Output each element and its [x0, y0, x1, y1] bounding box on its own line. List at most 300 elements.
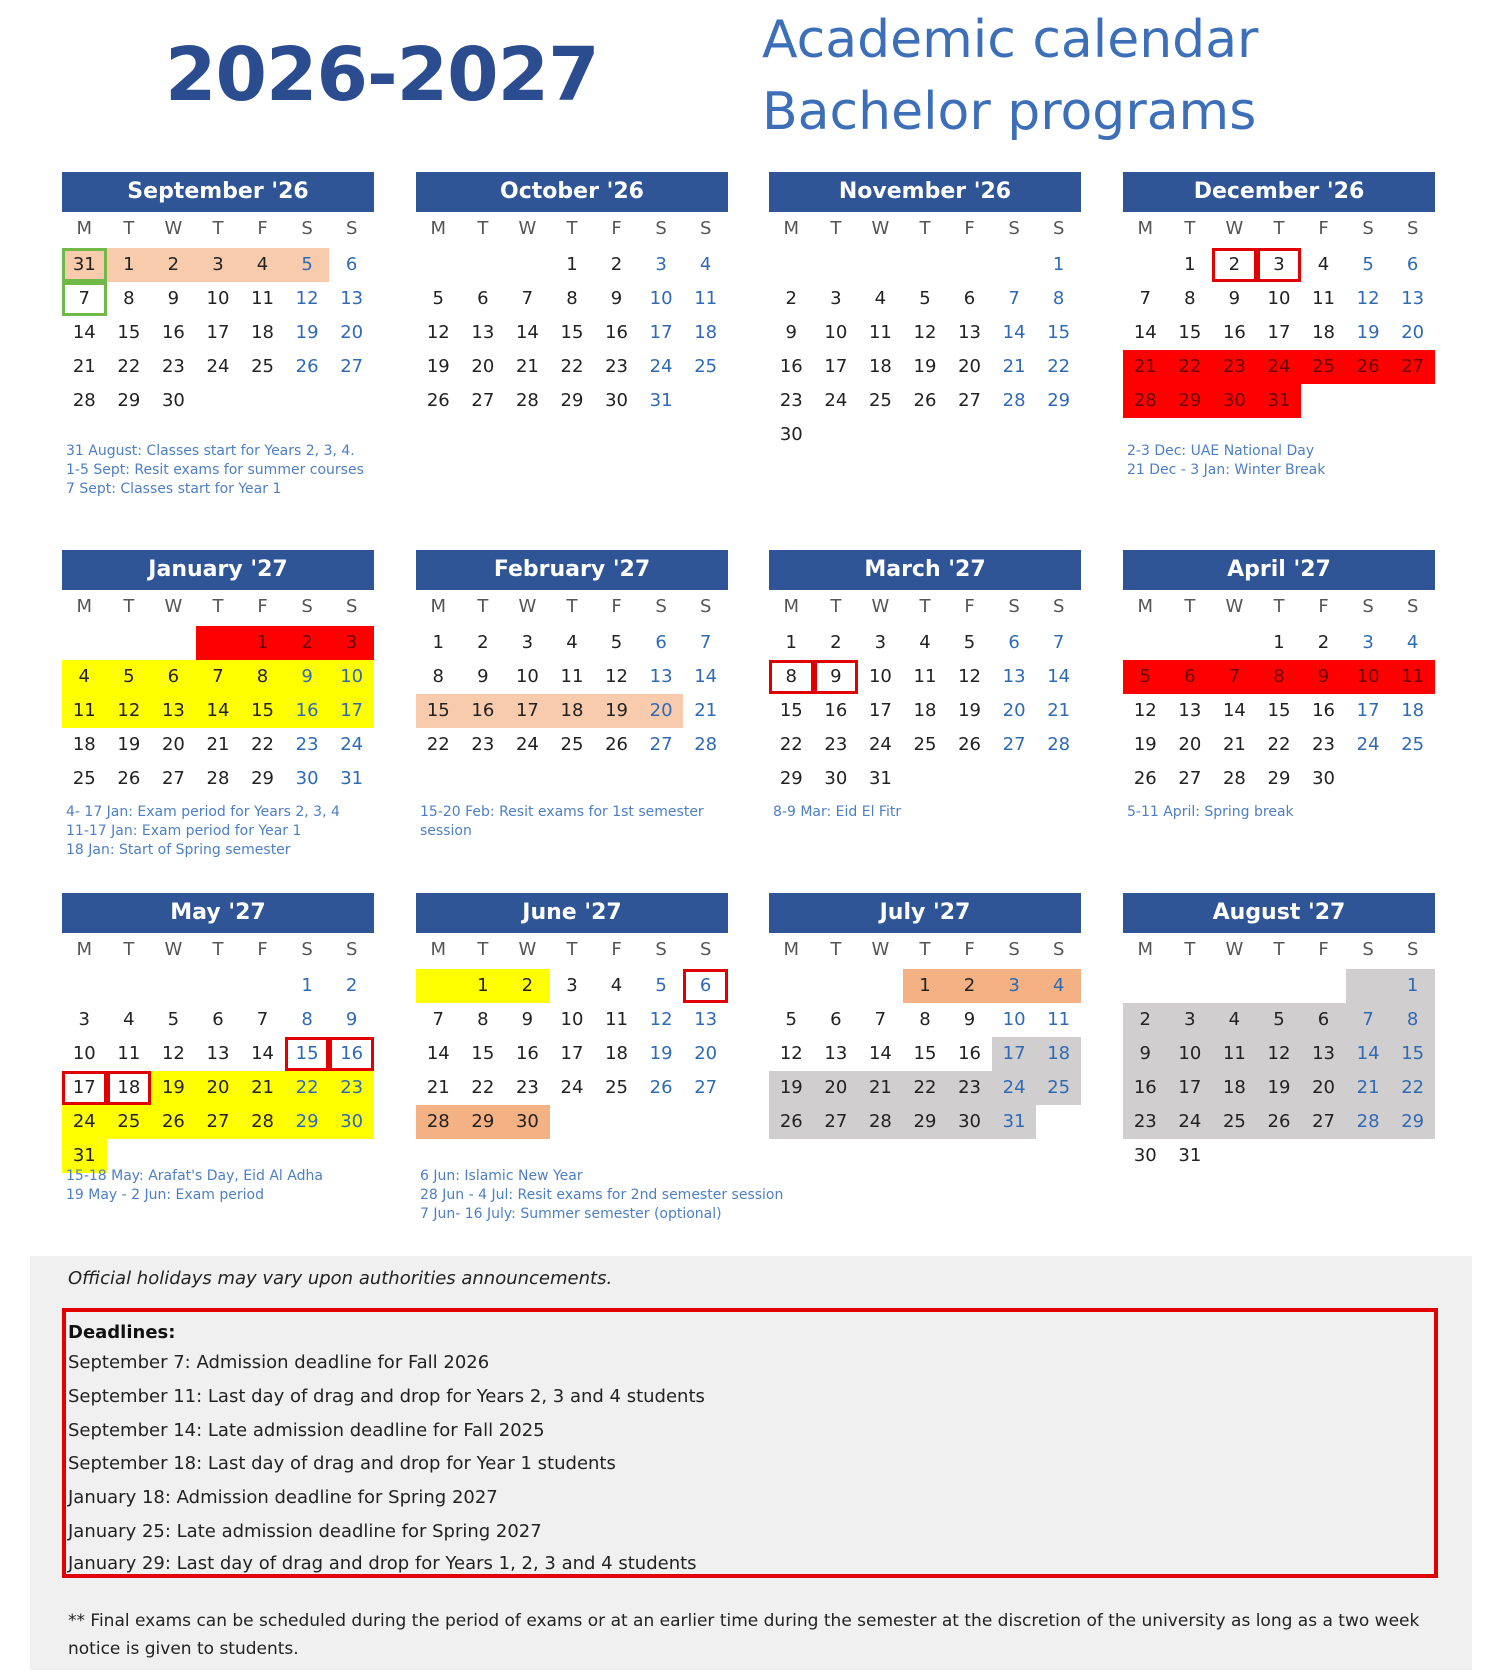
- day-cell: 26: [605, 734, 628, 755]
- day-cell: 30: [605, 390, 628, 411]
- day-cell: 20: [1401, 322, 1425, 343]
- weekday-label: T: [123, 218, 135, 239]
- day-cell: 27: [196, 1105, 241, 1139]
- weekday-label: S: [699, 218, 712, 239]
- day-cell: 24: [340, 734, 364, 755]
- month-notes: [66, 803, 340, 860]
- month-calendar: [1123, 172, 1435, 418]
- day-cell: 29: [1168, 384, 1213, 418]
- day-cell: 6: [212, 1009, 224, 1030]
- weekday-label: M: [1137, 218, 1154, 239]
- day-cell: 18: [550, 694, 595, 728]
- day-cell: 10: [1002, 1009, 1026, 1030]
- weekday-label: W: [164, 939, 183, 960]
- day-cell: 3: [566, 975, 578, 996]
- day-cell: 4: [610, 975, 623, 996]
- day-cell: 28: [1047, 734, 1071, 755]
- day-cell: 21: [1346, 1071, 1391, 1105]
- day-cell: 7: [699, 632, 712, 653]
- day-cell: 2: [285, 626, 330, 660]
- day-cell: 18: [72, 734, 96, 755]
- day-cell: 26: [958, 734, 981, 755]
- weekday-label: W: [871, 596, 890, 617]
- weekday-label: F: [611, 939, 622, 960]
- month-calendar: [416, 172, 728, 418]
- month-notes: [1127, 803, 1294, 822]
- day-cell: 25: [1301, 350, 1346, 384]
- day-cell: [107, 969, 152, 1003]
- day-cell: 27: [161, 768, 185, 789]
- day-cell: 24: [1257, 350, 1302, 384]
- day-cell: [947, 248, 992, 282]
- day-cell: 6: [830, 1009, 842, 1030]
- day-cell: 2: [345, 975, 358, 996]
- day-cell: 7: [256, 1009, 269, 1030]
- day-cell: 11: [251, 288, 274, 309]
- day-cell: 9: [1123, 1037, 1168, 1071]
- day-cell: 26: [295, 356, 319, 377]
- day-cell: 20: [196, 1071, 241, 1105]
- day-cell: 30: [947, 1105, 992, 1139]
- month-calendar: [1123, 550, 1435, 796]
- day-cell: [107, 626, 152, 660]
- day-cell: 17: [329, 694, 374, 728]
- day-cell: 30: [1312, 768, 1335, 789]
- day-cell: 13: [694, 1009, 718, 1030]
- day-cell: [769, 248, 814, 282]
- note-line: 19 May - 2 Jun: Exam period: [66, 1187, 264, 1203]
- day-cell: 16: [1312, 700, 1335, 721]
- weekday-label: S: [1406, 596, 1419, 617]
- day-cell: 2: [151, 248, 196, 282]
- note-line: 15-18 May: Arafat's Day, Eid Al Adha: [66, 1168, 323, 1184]
- day-cell: 7: [1052, 632, 1065, 653]
- day-cell: 1: [461, 969, 506, 1003]
- weekday-label: M: [430, 218, 447, 239]
- day-cell: 28: [72, 390, 96, 411]
- day-cell: 1: [1052, 254, 1065, 275]
- day-cell: 11: [1212, 1037, 1257, 1071]
- day-cell: 25: [868, 390, 892, 411]
- day-cell: 9: [477, 666, 489, 687]
- weekday-label: W: [871, 218, 890, 239]
- day-cell: 30: [161, 390, 185, 411]
- day-cell: 23: [515, 1077, 539, 1098]
- day-cell: 31: [62, 1139, 107, 1173]
- day-cell: 1: [107, 248, 152, 282]
- day-cell: [769, 969, 814, 1003]
- note-line: 11-17 Jan: Exam period for Year 1: [66, 823, 302, 839]
- day-cell: 7: [196, 660, 241, 694]
- day-cell: 6: [1301, 1003, 1346, 1037]
- weekday-label: S: [301, 939, 313, 960]
- note-line: 6 Jun: Islamic New Year: [420, 1168, 583, 1184]
- calendar-title: Academic calendar: [762, 10, 1259, 70]
- day-cell: 14: [694, 666, 718, 687]
- day-cell: 17: [505, 694, 550, 728]
- day-cell: 27: [814, 1105, 859, 1139]
- month-grid: [769, 214, 1081, 452]
- day-cell: 15: [117, 322, 141, 343]
- day-cell: 18: [1312, 322, 1335, 343]
- weekday-label: T: [566, 218, 578, 239]
- day-cell: 10: [649, 288, 673, 309]
- day-cell: 14: [1002, 322, 1026, 343]
- day-cell: 1: [903, 969, 948, 1003]
- day-cell: 27: [694, 1077, 718, 1098]
- weekday-label: T: [123, 596, 135, 617]
- weekday-label: T: [1184, 218, 1196, 239]
- deadline-item: September 11: Last day of drag and drop for Years 2, 3 and 4 students: [68, 1386, 705, 1407]
- day-cell: [1168, 969, 1213, 1003]
- day-cell: 29: [1390, 1105, 1435, 1139]
- deadline-item: January 29: Last day of drag and drop for Years 1, 2, 3 and 4 students: [68, 1553, 697, 1574]
- day-cell: 31: [649, 390, 673, 411]
- day-cell: 8: [769, 660, 814, 694]
- day-cell: 24: [649, 356, 673, 377]
- day-cell: 16: [329, 1037, 374, 1071]
- day-cell: 26: [913, 390, 937, 411]
- day-cell: 19: [1356, 322, 1380, 343]
- day-cell: 6: [151, 660, 196, 694]
- day-cell: 25: [107, 1105, 152, 1139]
- day-cell: 20: [340, 322, 364, 343]
- day-cell: [992, 248, 1037, 282]
- day-cell: 27: [1178, 768, 1202, 789]
- month-grid: [769, 592, 1081, 796]
- weekday-label: S: [655, 939, 667, 960]
- weekday-label: F: [257, 218, 268, 239]
- weekday-label: F: [964, 939, 975, 960]
- month-notes: [773, 803, 901, 822]
- day-cell: 5: [785, 1009, 797, 1030]
- day-cell: 13: [824, 1043, 848, 1064]
- day-cell: 19: [958, 700, 981, 721]
- day-cell: [1346, 969, 1391, 1003]
- day-cell: 16: [285, 694, 330, 728]
- weekday-label: W: [1225, 596, 1244, 617]
- day-cell: 18: [913, 700, 937, 721]
- weekday-label: F: [964, 218, 975, 239]
- day-cell: [1301, 969, 1346, 1003]
- day-cell: 17: [560, 1043, 584, 1064]
- day-cell: 4: [699, 254, 712, 275]
- day-cell: 8: [1257, 660, 1302, 694]
- weekday-label: T: [123, 939, 135, 960]
- weekday-label: M: [783, 939, 800, 960]
- day-cell: 27: [1390, 350, 1435, 384]
- day-cell: 28: [858, 1105, 903, 1139]
- day-cell: 1: [240, 626, 285, 660]
- day-cell: 20: [1301, 1071, 1346, 1105]
- day-cell: 17: [868, 700, 892, 721]
- weekday-label: T: [830, 939, 842, 960]
- day-cell: 19: [913, 356, 937, 377]
- deadlines-title: Deadlines:: [68, 1322, 176, 1343]
- note-line: 15-20 Feb: Resit exams for 1st semester: [420, 804, 704, 820]
- day-cell: 14: [72, 322, 96, 343]
- day-cell: 10: [1168, 1037, 1213, 1071]
- weekday-label: F: [611, 218, 622, 239]
- day-cell: 7: [62, 282, 107, 316]
- day-cell: 22: [560, 356, 584, 377]
- day-cell: 28: [1346, 1105, 1391, 1139]
- day-cell: 6: [655, 632, 667, 653]
- weekday-label: M: [76, 939, 93, 960]
- day-cell: 25: [1212, 1105, 1257, 1139]
- day-cell: 11: [117, 1043, 141, 1064]
- note-line: 7 Sept: Classes start for Year 1: [66, 481, 282, 497]
- day-cell: 5: [1123, 660, 1168, 694]
- weekday-label: F: [1318, 218, 1329, 239]
- day-cell: 30: [824, 768, 848, 789]
- day-cell: 15: [416, 694, 461, 728]
- note-line: 2-3 Dec: UAE National Day: [1127, 443, 1315, 459]
- day-cell: 5: [919, 288, 931, 309]
- day-cell: 18: [1401, 700, 1425, 721]
- day-cell: 15: [1047, 322, 1071, 343]
- day-cell: 28: [206, 768, 230, 789]
- day-cell: [505, 248, 550, 282]
- day-cell: 3: [874, 632, 887, 653]
- weekday-label: F: [257, 939, 268, 960]
- day-cell: 29: [285, 1105, 330, 1139]
- day-cell: 12: [605, 666, 628, 687]
- day-cell: 14: [426, 1043, 450, 1064]
- day-cell: 7: [874, 1009, 887, 1030]
- weekday-label: S: [345, 596, 358, 617]
- day-cell: 9: [1228, 288, 1241, 309]
- day-cell: 12: [958, 666, 981, 687]
- day-cell: 3: [521, 632, 534, 653]
- day-cell: 5: [107, 660, 152, 694]
- month-calendar: [769, 893, 1081, 1139]
- day-cell: 28: [416, 1105, 461, 1139]
- day-cell: 29: [251, 768, 274, 789]
- day-cell: 13: [649, 666, 673, 687]
- day-cell: 15: [1267, 700, 1291, 721]
- day-cell: 11: [62, 694, 107, 728]
- day-cell: 10: [72, 1043, 96, 1064]
- day-cell: 7: [1008, 288, 1020, 309]
- month-header: April '27: [1123, 550, 1435, 590]
- weekday-label: S: [1008, 939, 1020, 960]
- day-cell: 13: [340, 288, 364, 309]
- weekday-label: T: [919, 218, 931, 239]
- day-cell: 23: [947, 1071, 992, 1105]
- day-cell: 9: [521, 1009, 534, 1030]
- day-cell: 10: [824, 322, 848, 343]
- weekday-label: M: [783, 218, 800, 239]
- day-cell: 23: [1312, 734, 1335, 755]
- weekday-label: S: [1362, 939, 1374, 960]
- day-cell: 26: [649, 1077, 673, 1098]
- day-cell: [62, 626, 107, 660]
- day-cell: 27: [1301, 1105, 1346, 1139]
- day-cell: 1: [1390, 969, 1435, 1003]
- day-cell: 21: [858, 1071, 903, 1105]
- day-cell: 5: [285, 248, 330, 282]
- day-cell: 5: [1257, 1003, 1302, 1037]
- day-cell: 19: [117, 734, 141, 755]
- day-cell: 10: [1267, 288, 1291, 309]
- day-cell: 16: [779, 356, 803, 377]
- day-cell: 3: [196, 248, 241, 282]
- day-cell: 15: [471, 1043, 495, 1064]
- day-cell: 29: [560, 390, 584, 411]
- day-cell: 31: [340, 768, 364, 789]
- weekday-label: W: [518, 939, 537, 960]
- day-cell: 8: [919, 1009, 931, 1030]
- weekday-label: S: [301, 218, 313, 239]
- month-grid: [62, 214, 374, 418]
- day-cell: 29: [461, 1105, 506, 1139]
- day-cell: 17: [649, 322, 673, 343]
- day-cell: 22: [1168, 350, 1213, 384]
- month-header: May '27: [62, 893, 374, 933]
- day-cell: 15: [779, 700, 803, 721]
- weekday-label: S: [1008, 596, 1020, 617]
- note-line: 18 Jan: Start of Spring semester: [66, 842, 291, 858]
- day-cell: 21: [206, 734, 230, 755]
- day-cell: 4: [1406, 632, 1419, 653]
- month-grid: [416, 214, 728, 418]
- weekday-label: T: [212, 218, 224, 239]
- day-cell: 15: [1390, 1037, 1435, 1071]
- day-cell: 20: [471, 356, 495, 377]
- day-cell: 26: [1346, 350, 1391, 384]
- day-cell: 30: [505, 1105, 550, 1139]
- weekday-label: S: [655, 218, 667, 239]
- day-cell: 17: [1356, 700, 1380, 721]
- day-cell: 25: [694, 356, 718, 377]
- weekday-label: T: [1184, 939, 1196, 960]
- day-cell: 4: [566, 632, 578, 653]
- month-notes: [420, 1167, 783, 1224]
- day-cell: 21: [72, 356, 96, 377]
- day-cell: 2: [1123, 1003, 1168, 1037]
- day-cell: 10: [515, 666, 539, 687]
- day-cell: 1: [566, 254, 578, 275]
- day-cell: 20: [639, 694, 684, 728]
- month-header: September '26: [62, 172, 374, 212]
- day-cell: 21: [1123, 350, 1168, 384]
- day-cell: 22: [779, 734, 803, 755]
- note-line: session: [420, 823, 472, 839]
- month-calendar: [62, 893, 374, 1173]
- day-cell: [814, 248, 859, 282]
- month-grid: [62, 592, 374, 796]
- month-header: October '26: [416, 172, 728, 212]
- day-cell: 26: [426, 390, 450, 411]
- day-cell: [62, 969, 107, 1003]
- weekday-label: F: [964, 596, 975, 617]
- day-cell: 8: [566, 288, 578, 309]
- day-cell: 27: [471, 390, 495, 411]
- day-cell: 24: [515, 734, 539, 755]
- day-cell: [1168, 626, 1213, 660]
- day-cell: 10: [206, 288, 230, 309]
- weekday-label: W: [164, 596, 183, 617]
- day-cell: 29: [903, 1105, 948, 1139]
- weekday-label: S: [655, 596, 667, 617]
- day-cell: 24: [560, 1077, 584, 1098]
- day-cell: 15: [913, 1043, 937, 1064]
- month-notes: [66, 1167, 323, 1205]
- day-cell: 23: [605, 356, 628, 377]
- day-cell: 4: [874, 288, 887, 309]
- day-cell: 29: [117, 390, 141, 411]
- day-cell: 18: [868, 356, 892, 377]
- month-grid: [1123, 592, 1435, 796]
- day-cell: 6: [345, 254, 358, 275]
- deadline-item: January 18: Admission deadline for Spring 2027: [68, 1487, 498, 1508]
- day-cell: 15: [240, 694, 285, 728]
- note-line: 7 Jun- 16 July: Summer semester (optional): [420, 1206, 722, 1222]
- day-cell: 1: [301, 975, 313, 996]
- month-header: February '27: [416, 550, 728, 590]
- day-cell: 7: [521, 288, 534, 309]
- month-header: August '27: [1123, 893, 1435, 933]
- day-cell: 4: [1212, 1003, 1257, 1037]
- day-cell: 31: [62, 248, 107, 282]
- day-cell: 29: [779, 768, 803, 789]
- day-cell: 26: [1133, 768, 1157, 789]
- program-title: Bachelor programs: [762, 82, 1257, 142]
- day-cell: 2: [785, 288, 797, 309]
- day-cell: 12: [779, 1043, 803, 1064]
- month-grid: [62, 935, 374, 1173]
- month-calendar: [769, 172, 1081, 452]
- day-cell: [903, 248, 948, 282]
- day-cell: 9: [814, 660, 859, 694]
- weekday-label: T: [919, 939, 931, 960]
- day-cell: 23: [295, 734, 319, 755]
- day-cell: 12: [295, 288, 319, 309]
- day-cell: 23: [471, 734, 495, 755]
- day-cell: 3: [830, 288, 842, 309]
- month-grid: [1123, 214, 1435, 418]
- day-cell: 16: [161, 322, 185, 343]
- day-cell: 31: [992, 1105, 1037, 1139]
- day-cell: 16: [824, 700, 848, 721]
- day-cell: 10: [1346, 660, 1391, 694]
- day-cell: 9: [785, 322, 797, 343]
- weekday-label: T: [1273, 596, 1285, 617]
- day-cell: 28: [1002, 390, 1026, 411]
- day-cell: 5: [167, 1009, 180, 1030]
- day-cell: 25: [1036, 1071, 1081, 1105]
- day-cell: 24: [1168, 1105, 1213, 1139]
- month-header: November '26: [769, 172, 1081, 212]
- day-cell: 5: [610, 632, 623, 653]
- day-cell: 29: [1047, 390, 1071, 411]
- weekday-label: S: [1406, 218, 1419, 239]
- note-line: 21 Dec - 3 Jan: Winter Break: [1127, 462, 1326, 478]
- weekday-label: T: [1273, 939, 1285, 960]
- weekday-label: F: [1318, 596, 1329, 617]
- deadline-item: September 18: Last day of drag and drop for Year 1 students: [68, 1453, 616, 1474]
- day-cell: 2: [1317, 632, 1330, 653]
- day-cell: 25: [560, 734, 584, 755]
- day-cell: 22: [1047, 356, 1071, 377]
- day-cell: 20: [1002, 700, 1026, 721]
- day-cell: 6: [477, 288, 489, 309]
- month-header: July '27: [769, 893, 1081, 933]
- day-cell: [416, 248, 461, 282]
- day-cell: 8: [432, 666, 444, 687]
- day-cell: 26: [1257, 1105, 1302, 1139]
